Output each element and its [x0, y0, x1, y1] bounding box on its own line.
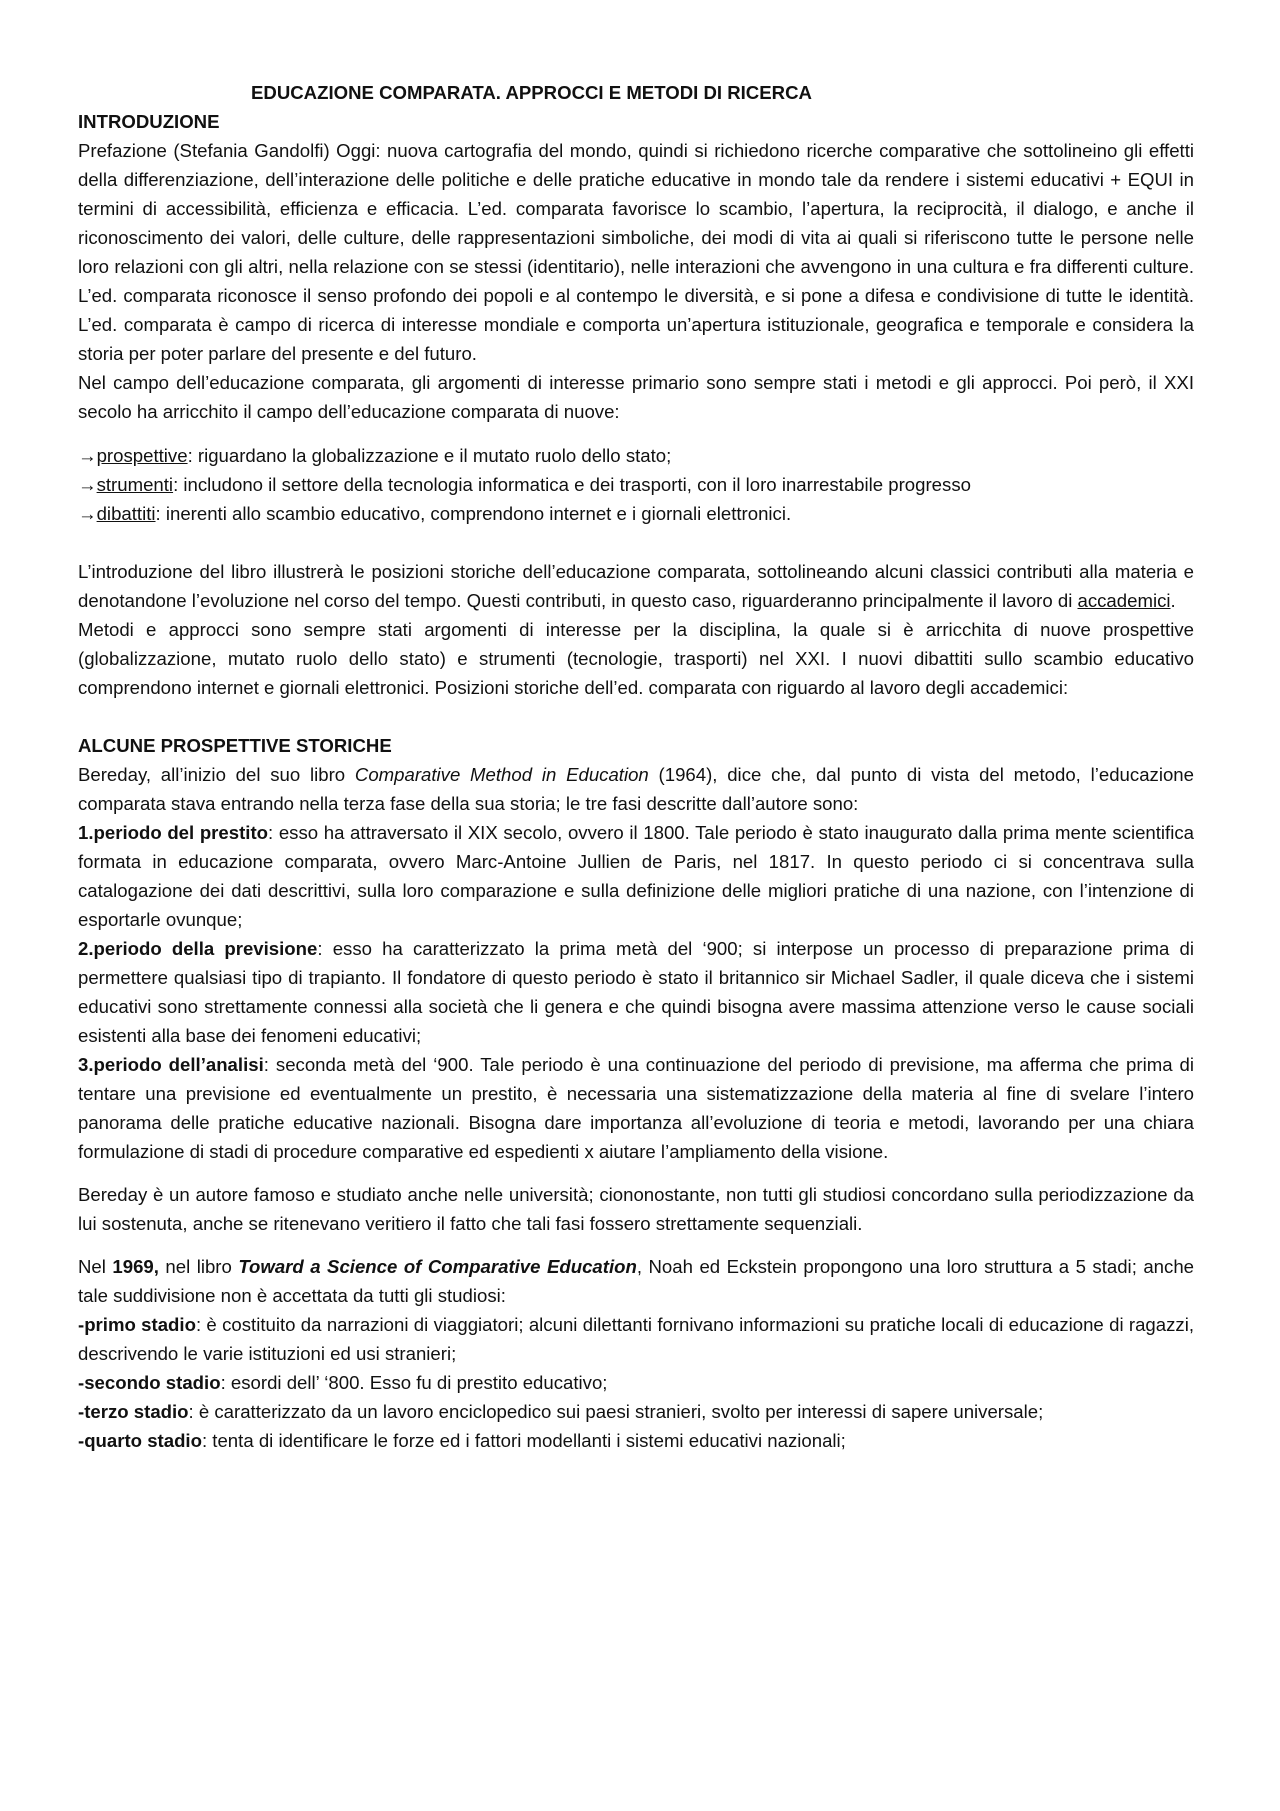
bereday-book-title: Comparative Method in Education [354, 764, 649, 785]
stadio-item [78, 1368, 1194, 1397]
paragraph-bereday [78, 760, 1194, 818]
arrow-icon: → [78, 503, 97, 524]
stadio-item [78, 1426, 1194, 1455]
paragraph-campo: Nel campo dell’educazione comparata, gli argomenti di interesse primario sono sempre stati i metodi e gli approcci. Poi però, il XXI secolo ha arricchito il campo dell’educazione comparata di nuove: [78, 372, 1194, 422]
stadio-text: : è costituito da narrazioni di viaggiatori; alcuni dilettanti fornivano informazioni su pratiche locali di educazione di ragazzi, descrivendo le varie istituzioni ed usi stranieri; [78, 1314, 1195, 1364]
paragraph-prefazione: Prefazione (Stefania Gandolfi) Oggi: nuova cartografia del mondo, quindi si richiedono ricerche comparative che sottolineino gli effetti della differenziazione, dell’interazione delle politiche e delle pratiche educative in mondo tale da rendere i sistemi educativi + EQUI in termini di accessibilità, efficienza e efficacia. L’ed. comparata favorisce lo scambio, l’apertura, la reciprocità, il dialogo, e anche il riconoscimento dei valori, delle culture, delle rappresentazioni simboliche, dei modi di vita ai quali si riferiscono tutte le persone nelle loro relazioni con gli altri, nella relazione con se stessi (identitario), nelle interazioni che avvengono in una cultura e fra differenti culture. L’ed. comparata riconosce il senso profondo dei popoli e al contempo le diversità, e si pone a difesa e condivisione di tutte le identità. L’ed. comparata è campo di ricerca di interesse mondiale e comporta un’apertura istituzionale, geografica e temporale e considera la storia per poter parlare del presente e del futuro. [78, 140, 1194, 364]
noah-text-mid: nel libro [158, 1256, 239, 1277]
document-page [78, 78, 1194, 1455]
noah-text-start: Nel [78, 1256, 113, 1277]
fase-item [78, 934, 1194, 1050]
stadio-label: -primo stadio [78, 1314, 196, 1335]
spacer [78, 702, 1194, 731]
noah-book-title: Toward a Science of Comparative Education [238, 1256, 637, 1277]
fase-label: 3.periodo dell’analisi [78, 1054, 264, 1075]
stadio-text: : tenta di identificare le forze ed i fattori modellanti i sistemi educativi nazionali; [201, 1430, 846, 1451]
list-text: : inerenti allo scambio educativo, comprendono internet e i giornali elettronici. [155, 503, 792, 524]
paragraph-illustra [78, 557, 1194, 615]
list-term: strumenti [96, 474, 174, 495]
fase-label: 2.periodo della previsione [78, 938, 318, 959]
fase-item [78, 818, 1194, 934]
document-title: EDUCAZIONE COMPARATA. APPROCCI E METODI DI RICERCA [251, 82, 812, 103]
arrow-icon: → [78, 474, 97, 495]
fase-text: : esso ha caratterizzato la prima metà del ‘900; si interpose un processo di preparazione prima di permettere qualsiasi tipo di trapianto. Il fondatore di questo periodo è stato il britannico sir Michael Sadler, il quale diceva che i sistemi educativi sono strettamente connessi alla società che li genera e che quindi bisogna avere massima attenzione verso le cause sociali esistenti alla base dei fenomeni educativi; [78, 938, 1194, 1046]
spacer [78, 426, 1194, 441]
paragraph-metodi: Metodi e approcci sono sempre stati argomenti di interesse per la disciplina, la quale si è arricchita di nuove prospettive (globalizzazione, mutato ruolo dello stato) e strumenti (tecnologie, trasporti) nel XXI. I nuovi dibattiti sullo scambio educativo comprendono internet e giornali elettronici. Posizioni storiche dell’ed. comparata con riguardo al lavoro degli accademici: [78, 619, 1194, 698]
list-item [78, 470, 1194, 499]
section-heading-introduzione: INTRODUZIONE [78, 111, 220, 132]
section-heading-storiche: ALCUNE PROSPETTIVE STORICHE [78, 735, 392, 756]
bereday-text-start: Bereday, all’inizio del suo libro [78, 764, 355, 785]
accademici-text: accademici [1077, 590, 1171, 611]
list-term: prospettive [96, 445, 188, 466]
paragraph-noah [78, 1252, 1194, 1310]
spacer [78, 1166, 1194, 1180]
bereday-text-end: (1964), dice che, dal punto di vista del metodo, l’educazione comparata stava entrando nella terza fase della sua storia; le tre fasi descritte dall’autore sono: [78, 764, 1194, 814]
fase-item [78, 1050, 1194, 1166]
list-item [78, 441, 1194, 470]
stadio-item [78, 1397, 1194, 1426]
noah-text-end: , Noah ed Eckstein propongono una loro struttura a 5 stadi; anche tale suddivisione non è accettata da tutti gli studiosi: [78, 1256, 1195, 1306]
list-term: dibattiti [96, 503, 156, 524]
list-text: : includono il settore della tecnologia informatica e dei trasporti, con il loro inarrestabile progresso [173, 474, 971, 495]
paragraph-illustra-text: L’introduzione del libro illustrerà le posizioni storiche dell’educazione comparata, sottolineando alcuni classici contributi alla materia e denotandone l’evoluzione nel corso del tempo. Questi contributi, in questo caso, riguarderanno principalmente il lavoro di [78, 561, 1194, 611]
fase-label: 1.periodo del prestito [78, 822, 269, 843]
stadio-text: : esordi dell’ ‘800. Esso fu di prestito educativo; [220, 1372, 608, 1393]
noah-year: 1969, [112, 1256, 159, 1277]
stadio-label: -terzo stadio [78, 1401, 189, 1422]
paragraph-illustra-end: . [1170, 590, 1176, 611]
list-text: : riguardano la globalizzazione e il mutato ruolo dello stato; [187, 445, 672, 466]
stadio-label: -secondo stadio [78, 1372, 221, 1393]
fase-text: : esso ha attraversato il XIX secolo, ovvero il 1800. Tale periodo è stato inaugurato dalla prima mente scientifica formata in educazione comparata, ovvero Marc-Antoine Jullien de Paris, nel 1817. In questo periodo ci si concentrava sulla catalogazione dei dati descrittivi, sulla loro comparazione e sulla definizione delle migliori pratiche di una nazione, con l’intenzione di esportarle ovunque; [78, 822, 1194, 930]
stadio-label: -quarto stadio [78, 1430, 202, 1451]
stadio-text: : è caratterizzato da un lavoro enciclopedico sui paesi stranieri, svolto per interessi di sapere universale; [188, 1401, 1044, 1422]
fase-text: : seconda metà del ‘900. Tale periodo è una continuazione del periodo di previsione, ma afferma che prima di tentare una previsione ed eventualmente un prestito, è necessaria una sistematizzazione della materia al fine di svelare l’intero panorama delle pratiche educative nazionali. Bisogna dare importanza all’evoluzione di teoria e metodi, lavorando per una chiara formulazione di stadi di procedure comparative ed espedienti x aiutare l’ampliamento della visione. [78, 1054, 1194, 1162]
arrow-icon: → [78, 445, 97, 466]
paragraph-bereday-famoso: Bereday è un autore famoso e studiato anche nelle università; ciononostante, non tutti gli studiosi concordano sulla periodizzazione da lui sostenuta, anche se ritenevano veritiero il fatto che tali fasi fossero strettamente sequenziali. [78, 1184, 1194, 1234]
spacer [78, 528, 1194, 557]
list-item [78, 499, 1194, 528]
stadio-item [78, 1310, 1194, 1368]
spacer [78, 1238, 1194, 1252]
